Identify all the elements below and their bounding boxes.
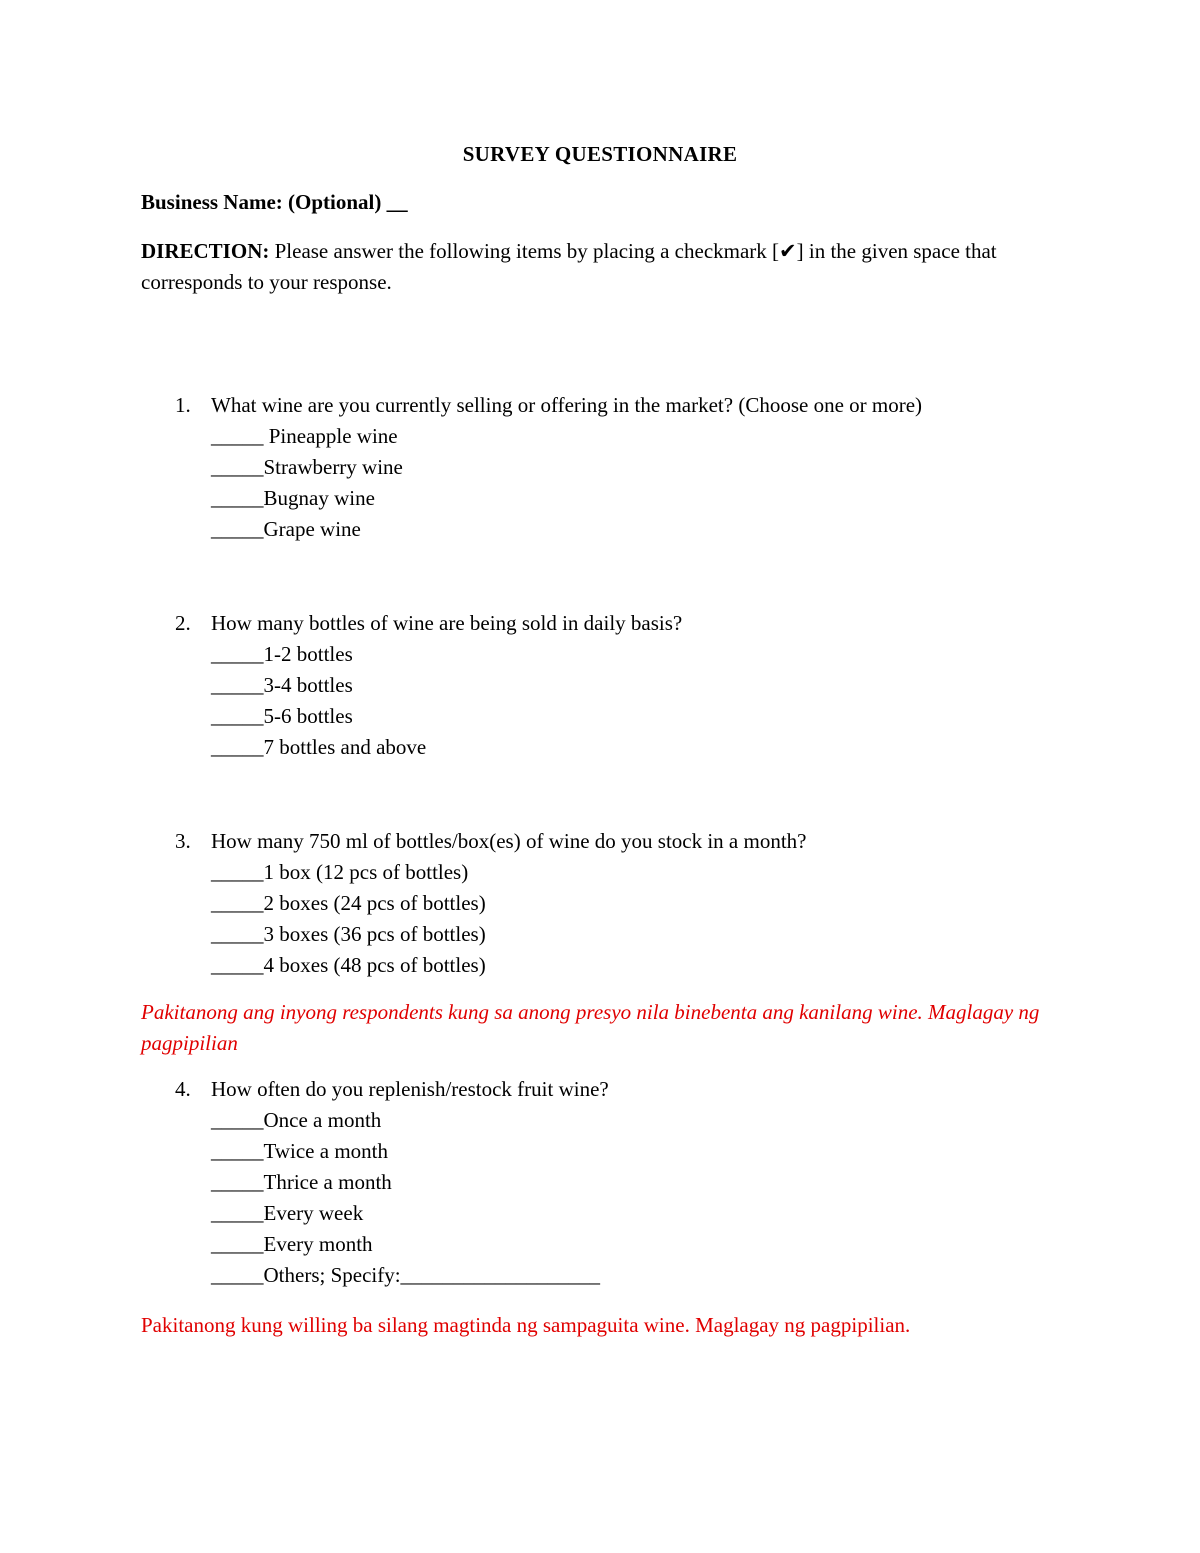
- business-name-field: [141, 190, 408, 215]
- question-number: 2.: [175, 611, 191, 635]
- answer-option: _____Every month: [211, 1232, 373, 1256]
- question-text-line: [141, 390, 1081, 421]
- answer-option: _____Others; Specify:___________________: [211, 1263, 601, 1287]
- direction-paragraph: [141, 236, 1081, 298]
- question-2: [141, 608, 1081, 763]
- question-number: 3.: [175, 829, 191, 853]
- answer-option: _____Twice a month: [211, 1139, 388, 1163]
- answer-option: _____Every week: [211, 1201, 364, 1225]
- question-number: 4.: [175, 1077, 191, 1101]
- sampaguita-note: Pakitanong kung willing ba silang magtinda ng sampaguita wine. Maglagay ng pagpipilian.: [141, 1313, 911, 1337]
- business-name-label: Business Name: (Optional) __: [141, 190, 408, 214]
- direction-label: DIRECTION:: [141, 239, 270, 263]
- question-1: [141, 390, 1081, 545]
- direction-text: Please answer the following items by placing a checkmark [✔] in the given space that corresponds to your response.: [141, 239, 997, 294]
- question-text: What wine are you currently selling or offering in the market? (Choose one or more): [211, 393, 923, 417]
- question-4: [141, 1074, 1081, 1291]
- answer-option: _____Grape wine: [211, 517, 361, 541]
- question-text-line: [141, 608, 1081, 639]
- answer-option: _____Strawberry wine: [211, 455, 403, 479]
- document-title: SURVEY QUESTIONNAIRE: [462, 142, 738, 166]
- answer-option: _____7 bottles and above: [211, 735, 427, 759]
- question-text-line: [141, 826, 1081, 857]
- answer-option: _____Once a month: [211, 1108, 382, 1132]
- question-text: How many 750 ml of bottles/box(es) of wine do you stock in a month?: [211, 829, 807, 853]
- question-3: [141, 826, 1081, 981]
- answer-option: _____ Pineapple wine: [211, 424, 398, 448]
- answer-option: _____3-4 bottles: [211, 673, 353, 697]
- price-note: Pakitanong ang inyong respondents kung sa anong presyo nila binebenta ang kanilang wine. Maglagay ng pagpipilian: [141, 1000, 1040, 1055]
- answer-option: _____Bugnay wine: [211, 486, 375, 510]
- answer-option: _____Thrice a month: [211, 1170, 392, 1194]
- question-text: How many bottles of wine are being sold in daily basis?: [211, 611, 683, 635]
- answer-option: _____5-6 bottles: [211, 704, 353, 728]
- question-text-line: [141, 1074, 1081, 1105]
- answer-option: _____3 boxes (36 pcs of bottles): [211, 922, 486, 946]
- answer-option: _____4 boxes (48 pcs of bottles): [211, 953, 486, 977]
- answer-option: _____1 box (12 pcs of bottles): [211, 860, 469, 884]
- question-text: How often do you replenish/restock fruit wine?: [211, 1077, 609, 1101]
- answer-option: _____1-2 bottles: [211, 642, 353, 666]
- answer-option: _____2 boxes (24 pcs of bottles): [211, 891, 486, 915]
- question-number: 1.: [175, 393, 191, 417]
